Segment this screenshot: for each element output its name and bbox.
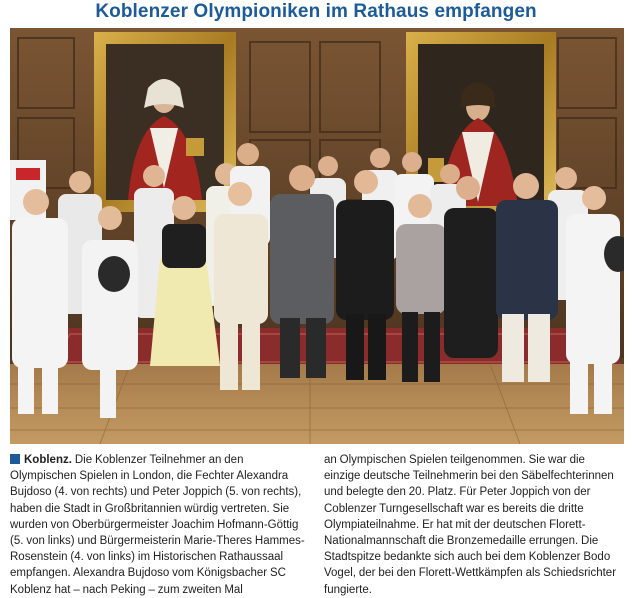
dateline: Koblenz. <box>24 454 72 466</box>
photo-caption-left <box>10 452 310 598</box>
photo-caption-right <box>324 452 624 598</box>
headline: Koblenzer Olympioniken im Rathaus empfangen <box>95 1 537 22</box>
portrait-painting-left <box>94 32 236 212</box>
caption-text-right: an Olympischen Spielen teilgenommen. Sie war die einzige deutsche Teilnehmerin bei den Säbelfechterinnen und belegte den 20. Platz. Für Peter Joppich von der Coblenzer Turngesellschaft war es bereits die dritte Olympiateilnahme. Er hat mit der deutschen Florett-Nationalmannschaft die Bronzemedaille errungen. Die Stadtspitze bedankte sich auch bei dem Koblenzer Bodo Vogel, der bei den Florett-Wettkämpfen als Schiedsrichter fungierte. <box>324 454 617 596</box>
caption-text-left: Die Koblenzer Teilnehmer an den Olympischen Spielen in London, die Fechter Alexandra Bujdoso (4. von rechts) und Peter Joppich (5. von rechts), haben die Stadt in Großbritannien würdig vertreten. Sie wurden von Oberbürgermeister Joachim Hofmann-Göttig (5. von links) und Bürgermeisterin Marie-Theres Hammes-Rosenstein (4. von links) im Historischen Rathaussaal empfangen. Alexandra Bujdoso vom Königsbacher SC Koblenz hat – nach Peking – zum zweiten Mal <box>10 454 305 596</box>
caption-marker <box>10 454 20 464</box>
group-photo <box>10 28 624 444</box>
